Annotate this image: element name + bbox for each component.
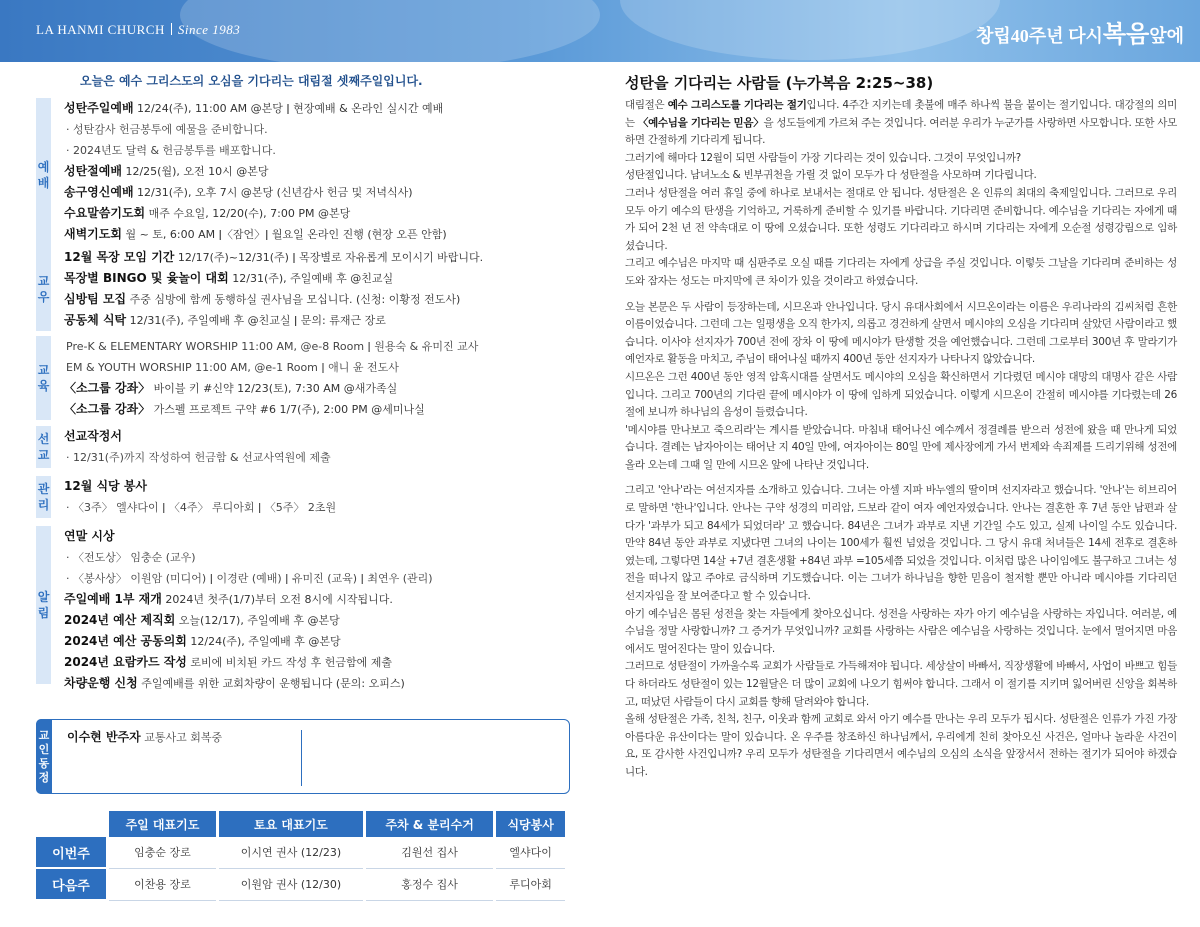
notice-item xyxy=(64,289,576,310)
notice-item-text: · 12/31(주)까지 작성하여 헌금함 & 선교사역원에 제출 xyxy=(66,451,331,464)
article-text: 을 성도들에게 가르쳐 주는 것입니다. 여러분 우리가 누군가를 사랑하면 사모합니다. 또한 사모하면 간절하게 기다리게 됩니다. xyxy=(625,116,1177,147)
section-tag-char: 우 xyxy=(37,290,50,304)
article-paragraph xyxy=(625,606,1177,659)
notice-item-title: 연말 시상 xyxy=(64,529,115,543)
notice-item-title: 공동체 식탁 xyxy=(64,313,127,327)
slogan-part: 앞에 xyxy=(1149,26,1184,46)
section-tag xyxy=(36,476,51,518)
table-cell: 이시연 권사 (12/23) xyxy=(217,837,364,868)
notice-item-title: 〈소그룹 강좌〉 xyxy=(64,402,151,416)
notice-item-title: 심방팀 모집 xyxy=(64,292,127,306)
table-row xyxy=(36,868,567,900)
section-tag-char: 선 xyxy=(37,432,50,446)
section-tag-char: 림 xyxy=(37,606,50,620)
section-management xyxy=(36,476,576,518)
member-news-tag-char: 인 xyxy=(38,742,50,756)
notice-item xyxy=(64,447,576,468)
church-name: LA HANMI CHURCH xyxy=(36,22,165,37)
article-paragraph xyxy=(625,369,1177,422)
section-rows xyxy=(64,526,576,694)
section-worship xyxy=(36,98,576,251)
member-news-tag-char: 동 xyxy=(38,756,50,770)
notice-item-text: · 〈전도상〉 임충순 (교우) xyxy=(66,551,196,564)
notice-item xyxy=(64,568,576,589)
notice-item-text: · 성탄감사 헌금봉투에 예물을 준비합니다. xyxy=(66,123,268,136)
section-tag-char: 교 xyxy=(37,448,50,462)
section-education xyxy=(36,336,576,420)
notice-item-title: 성탄주일예배 xyxy=(64,101,134,115)
article-text: 그러므로 성탄절이 가까울수록 교회가 사람들로 가득해져야 됩니다. 세상살이 바빠서, 직장생활에 바빠서, 사업이 바쁘고 힘들다 하더라도 성탄절이 있는 12월달은 더 많이 교회에 나오기 힘써야 합니다. 그래서 이 절기를 지키며 잃어버린 신앙을 회복하고, 떠났던 사람들이 다시 교회를 향해 달려와야 합니다. xyxy=(625,660,1177,708)
table-header: 토요 대표기도 xyxy=(217,811,364,837)
article-paragraph xyxy=(625,97,1177,150)
notice-item xyxy=(64,476,576,497)
banner-wave xyxy=(620,0,1000,60)
notice-item-title: 차량운행 신청 xyxy=(64,676,138,690)
article-text: 그러기에 해마다 12월이 되면 사람들이 가장 기다리는 것이 있습니다. 그것이 무엇입니까? xyxy=(625,151,1021,164)
member-note: 교통사고 회복중 xyxy=(140,731,223,744)
notice-item-title: 2024년 예산 제직회 xyxy=(64,613,176,627)
member-name: 이수현 반주자 xyxy=(67,730,141,744)
article-text: '메시야를 만나보고 죽으리라'는 계시를 받았습니다. 마침내 태어나신 예수께서 정결례를 받으러 성전에 왔을 때 만나게 되었습니다. 결례는 남자아이는 태어난 지 40일 만에, 여자아이는 80일 만에 제사장에게 가서 번제와 속죄제를 드리기위해 성전에 올라 오는데 그때 일 만에 시므온 앞에 나타난 것입니다. xyxy=(625,423,1177,471)
article-text: 오늘 본문은 두 사람이 등장하는데, 시므온과 안나입니다. 당시 유대사회에서 시므온이라는 이름은 우리나라의 김씨처럼 흔한 이름이었습니다. 그런데 그는 일평생을 오직 한가지, 의롭고 경건하게 살면서 메시야의 오심을 기다리며 살았던 사람이라고 했습니다. 이사야 선지자가 700년 전에 장차 이 땅에 메시야가 탄생할 것을 예언했습니다. 그런데 그로부터 300년 후 말라기가 예언자로 활동을 마치고, 주님이 태어나실 때까지 400년 동안 선지자가 나타나지 않았습니다. xyxy=(625,300,1177,366)
slogan-part: 다시 xyxy=(1068,26,1103,46)
notice-item-text: 12/17(주)~12/31(주) ǀ 목장별로 자유롭게 모이시기 바랍니다. xyxy=(174,251,484,264)
article-text: 그리고 '안나'라는 여선지자를 소개하고 있습니다. 그녀는 아셀 지파 바누엘의 딸이며 선지자라고 했습니다. '안나'는 히브리어로 말하면 '한나'입니다. 안나는 구약 성경의 미리암, 드보라 같이 여자 예언자였습니다. 안나는 결혼한 후 7년 동안 남편과 살다가 '과부가 되고 84세가 되었더라' 고 했습니다. 84년은 그녀가 과부로 지낸 기간일 수도 있고, 실제 나이일 수도 있습니다. 만약 84년 동안 과부로 지냈다면 그녀의 나이는 100세가 훨씬 넘었을 것입니다. 그 당시 유대 처녀들은 14세 전후로 결혼하였는데, 그렇다면 14살 +7년 결혼생활 +84년 과부 =105세쯤 되었을 것입니다. 이처럼 많은 나이임에도 불구하고 그녀는 성전을 떠나지 않고 주야로 금식하며 기도했습니다. 이는 그녀가 하나님을 향한 믿음이 철저할 뿐만 아니라 메시야를 기다리던 선지자임을 잘 보여준다고 할 수 있습니다. xyxy=(625,484,1177,603)
member-news-tag-char: 교 xyxy=(38,728,50,742)
duty-table xyxy=(36,811,568,901)
notice-item-title: 성탄절예배 xyxy=(64,164,122,178)
notice-item-text: 2024년 첫주(1/7)부터 오전 8시에 시작됩니다. xyxy=(161,593,393,606)
article-paragraph xyxy=(625,150,1177,168)
section-tag xyxy=(36,336,51,420)
section-mission xyxy=(36,426,576,468)
notice-item xyxy=(64,203,576,224)
article-text: 아기 예수님은 몸된 성전을 찾는 자들에게 찾아오십니다. 성전을 사랑하는 자가 아기 예수님을 사랑하는 자입니다. 여러분, 예수님을 정말 사랑합니까? 그 증거가 무엇입니까? 교회를 사랑하는 사람은 예수님을 사랑하는 것입니다. 눈에서 멀어지면 마음에서도 멀어진다는 말이 있습니다. xyxy=(625,607,1177,655)
article-paragraph xyxy=(625,482,1177,605)
banner-wave xyxy=(177,0,600,62)
section-fellowship xyxy=(36,247,576,331)
paragraph-gap xyxy=(625,291,1177,299)
section-rows xyxy=(64,336,576,420)
table-cell: 엘샤다이 xyxy=(495,837,567,868)
row-label: 다음주 xyxy=(36,868,108,900)
article-emphasis: 〈예수님을 기다리는 믿음〉 xyxy=(637,116,764,129)
notice-item xyxy=(64,526,576,547)
section-tag xyxy=(36,98,51,251)
notice-item xyxy=(64,310,576,331)
slogan-part: 창립40주년 xyxy=(976,26,1064,46)
article-title: 성탄을 기다리는 사람들 (누가복음 2:25~38) xyxy=(625,74,934,92)
section-rows xyxy=(64,426,576,468)
section-rows xyxy=(64,98,576,245)
table-cell: 이원암 권사 (12/30) xyxy=(217,868,364,900)
notice-item-title: 송구영신예배 xyxy=(64,185,134,199)
article-paragraph xyxy=(625,255,1177,290)
section-tag-char: 리 xyxy=(37,498,50,512)
article-text: 올해 성탄절은 가족, 친척, 친구, 이웃과 함께 교회로 와서 아기 예수를 만나는 우리 모두가 됩시다. 성탄절은 인류가 가진 가장 아름다운 유산이다는 말이 있습니다. 온 우주를 창조하신 하나님께서, 우리에게 친히 찾아오신 사건은, 얼마나 놀라운 사건이요, 또 감사한 사건입니까? 우리 모두가 성탄절을 기다리면서 예수님의 오심의 소식을 앞장서서 전하는 절기가 되어야 하겠습니다. xyxy=(625,713,1177,778)
notice-item xyxy=(64,247,576,268)
table-cell: 임충순 장로 xyxy=(108,837,218,868)
notice-item-text: 매주 수요일, 12/20(수), 7:00 PM @본당 xyxy=(145,207,351,220)
article-paragraph xyxy=(625,658,1177,711)
section-tag-char: 육 xyxy=(37,379,50,393)
notice-item-title: 12월 목장 모임 기간 xyxy=(64,250,175,264)
notice-item-text: 주중 심방에 함께 동행하실 권사님을 모십니다. (신청: 이황정 전도사) xyxy=(126,293,461,306)
notice-item-title: 수요말씀기도회 xyxy=(64,206,146,220)
section-rows xyxy=(64,476,576,518)
section-tag-char: 교 xyxy=(37,363,50,377)
notice-item xyxy=(64,98,576,119)
church-since: Since 1983 xyxy=(177,22,241,37)
notice-item xyxy=(64,610,576,631)
notice-item xyxy=(64,182,576,203)
notice-item xyxy=(64,378,576,399)
notice-item-title: 〈소그룹 강좌〉 xyxy=(64,381,151,395)
notice-item xyxy=(64,652,576,673)
notice-item-text: · 〈봉사상〉 이원암 (미디어) ǀ 이경란 (예배) ǀ 유미진 (교육) ǀ 최연우 (관리) xyxy=(66,572,433,585)
article-paragraph xyxy=(625,167,1177,185)
page-headline: 오늘은 예수 그리스도의 오심을 기다리는 대림절 셋째주일입니다. xyxy=(80,74,423,88)
notice-item xyxy=(64,357,576,378)
article-text: 입니다. 4주간 지키는데 촛불에 매주 하나씩 불을 붙이는 절기입니다. 대강절의 의미는 xyxy=(625,99,1177,129)
notice-item-text: 12/25(월), 오전 10시 @본당 xyxy=(121,165,269,178)
table-cell: 루디아회 xyxy=(495,868,567,900)
article-text: 그러나 성탄절을 여러 휴일 중에 하나로 보내서는 절대로 안 됩니다. 성탄절은 온 인류의 최대의 축제일입니다. 그러므로 우리모두 아기 예수의 탄생을 기억하고, 거룩하게 준비할 수 있기를 바랍니다. 기다리면 준비합니다. 예수님을 기다리는 자에게 때가 되어 2천 년 전 약속대로 이 땅에 오셨습니다. 또한 성령도 기다리라고 하시며 기다리는 자에게 오순절 성령강림으로 임하셨습니다. xyxy=(625,186,1177,252)
article-paragraph xyxy=(625,299,1177,369)
table-header: 주차 & 분리수거 xyxy=(364,811,494,837)
article-text: 대림절은 xyxy=(625,99,668,111)
table-cell: 이찬용 장로 xyxy=(108,868,218,900)
notice-item xyxy=(64,268,576,289)
slogan-part: 복음 xyxy=(1102,22,1150,48)
notice-item xyxy=(64,224,576,245)
notice-item-text: 오늘(12/17), 주일예배 후 @본당 xyxy=(175,614,340,627)
notice-item-text: 12/31(주), 주일예배 후 @친교실 xyxy=(228,272,394,285)
table-cell: 김원선 집사 xyxy=(364,837,494,868)
notice-item-text: 월 ~ 토, 6:00 AM ǀ〈잠언〉ǀ 월요일 온라인 진행 (현장 오픈 안함) xyxy=(121,228,447,241)
notice-item-title: 주일예배 1부 재개 xyxy=(64,592,162,606)
section-tag-char: 배 xyxy=(37,175,50,190)
section-tag-char: 관 xyxy=(37,482,50,496)
notice-item xyxy=(64,631,576,652)
section-tag xyxy=(36,247,51,331)
section-tag-char: 교 xyxy=(37,274,50,288)
sermon-article xyxy=(625,72,1177,782)
table-corner xyxy=(36,811,108,837)
notice-item xyxy=(64,399,576,420)
section-tag-char: 예 xyxy=(37,159,50,174)
notice-item-text: 12/24(주), 주일예배 후 @본당 xyxy=(186,635,341,648)
notice-item-text: 12/24(주), 11:00 AM @본당 ǀ 현장예배 & 온라인 실시간 예배 xyxy=(133,102,444,115)
member-news-divider xyxy=(301,730,302,786)
notice-item-title: 선교작정서 xyxy=(64,429,122,443)
article-emphasis: 예수 그리스도를 기다리는 절기 xyxy=(667,99,807,111)
notice-item-title: 2024년 요람카드 작성 xyxy=(64,655,187,669)
notice-item-text: · 2024년도 달력 & 헌금봉투를 배포합니다. xyxy=(66,144,276,157)
article-paragraph xyxy=(625,711,1177,781)
section-tag xyxy=(36,526,51,684)
article-text: 시므온은 그런 400년 동안 영적 암흑시대를 살면서도 메시야의 오심을 확신하면서 기다렸던 메시야 대망의 대명사 같은 사람입니다. 그리고 700년의 기다린 끝에 메시야가 이 땅에 임하게 되었습니다. 이렇게 시므온이 간절히 메시야를 기다렸는데 26절에 보니까 하나님의 음성이 들렸습니다. xyxy=(625,370,1177,419)
member-news-tag-char: 정 xyxy=(38,770,50,784)
notice-item-title: 12월 식당 봉사 xyxy=(64,479,148,493)
notice-item-title: 목장별 BINGO 및 윷놀이 대회 xyxy=(64,271,229,285)
notice-item-text: EM & YOUTH WORSHIP 11:00 AM, @e-1 Room ǀ 애니 윤 전도사 xyxy=(66,361,399,374)
brand-divider xyxy=(171,23,172,35)
church-brand xyxy=(36,22,240,38)
section-tag-char: 알 xyxy=(37,590,50,604)
table-cell: 홍정수 집사 xyxy=(364,868,494,900)
notice-item xyxy=(64,426,576,447)
article-text: 성탄절입니다. 남녀노소 & 빈부귀천을 가릴 것 없이 모두가 다 성탄절을 사모하며 기다립니다. xyxy=(625,169,1037,182)
article-paragraph xyxy=(625,422,1177,475)
notice-item xyxy=(64,119,576,140)
notice-item-text: 12/31(주), 주일예배 후 @친교실 ǀ 문의: 류재근 장로 xyxy=(126,314,386,327)
header-banner xyxy=(0,0,1200,62)
notice-item-text: 가스펠 프로젝트 구약 #6 1/7(주), 2:00 PM @세미나실 xyxy=(150,403,425,416)
notice-item xyxy=(64,547,576,568)
anniversary-slogan xyxy=(976,14,1184,49)
notice-item-text: 12/31(주), 오후 7시 @본당 (신년감사 헌금 및 저녁식사) xyxy=(133,186,413,199)
notice-item xyxy=(64,497,576,518)
table-row xyxy=(36,837,567,868)
notice-item-title: 새벽기도회 xyxy=(64,227,122,241)
article-text: 그리고 예수님은 마지막 때 심판주로 오실 때를 기다리는 자에게 상급을 주실 것입니다. 이렇듯 그날을 기다리며 준비하는 성도와 잠자는 성도는 마지막에 큰 차이가 있을 것이라고 하였습니다. xyxy=(625,257,1177,287)
notice-item-title: 2024년 예산 공동의회 xyxy=(64,634,187,648)
member-news-tag xyxy=(36,719,52,794)
notice-item xyxy=(64,336,576,357)
section-rows xyxy=(64,247,576,331)
notice-item xyxy=(64,673,576,694)
notice-item xyxy=(64,589,576,610)
notice-item xyxy=(64,161,576,182)
section-tag xyxy=(36,426,51,468)
notice-item-text: 로비에 비치된 카드 작성 후 헌금함에 제출 xyxy=(186,656,393,669)
member-news-entry xyxy=(67,728,222,745)
table-header: 식당봉사 xyxy=(495,811,567,837)
notice-item-text: Pre-K & ELEMENTARY WORSHIP 11:00 AM, @e-8 Room ǀ 원용숙 & 유미진 교사 xyxy=(66,340,479,353)
paragraph-gap xyxy=(625,474,1177,482)
notice-item-text: 바이블 키 #신약 12/23(토), 7:30 AM @새가족실 xyxy=(150,382,398,395)
member-news-box xyxy=(36,719,570,794)
section-notice xyxy=(36,526,576,690)
table-header: 주일 대표기도 xyxy=(108,811,218,837)
article-paragraph xyxy=(625,185,1177,255)
row-label: 이번주 xyxy=(36,837,108,868)
notice-item xyxy=(64,140,576,161)
notice-item-text: 주일예배를 위한 교회차량이 운행됩니다 (문의: 오피스) xyxy=(137,677,405,690)
notice-item-text: · 〈3주〉 엘샤다이 ǀ 〈4주〉 루디아회 ǀ 〈5주〉 2초원 xyxy=(66,501,337,514)
